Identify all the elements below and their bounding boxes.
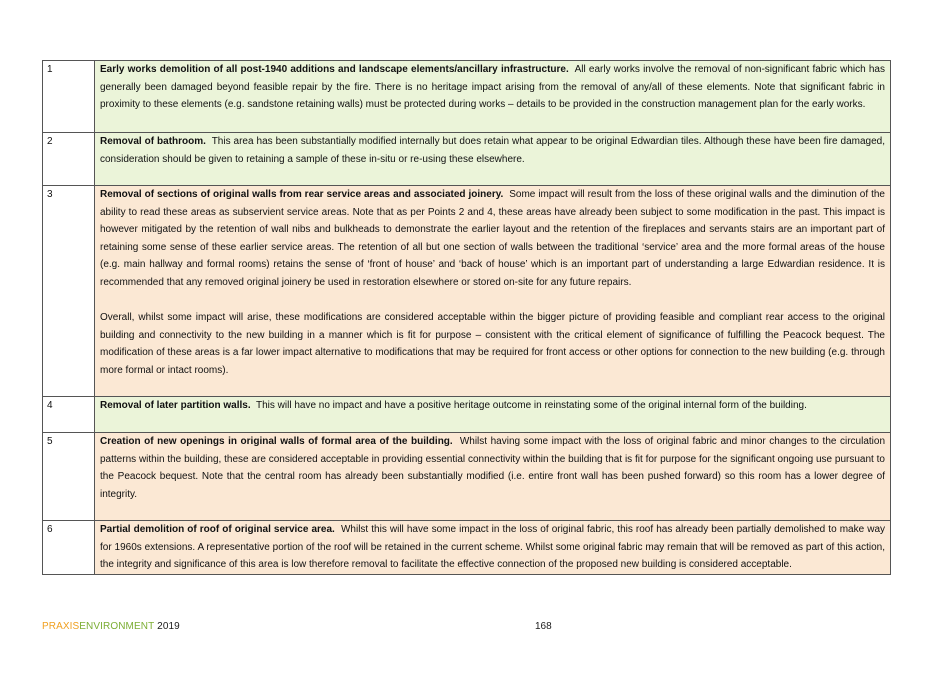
row-number: 6 xyxy=(43,521,95,575)
footer-brand xyxy=(42,621,180,632)
row-number: 1 xyxy=(43,61,95,133)
row-body: This area has been substantially modified internally but does retain what appear to be original Edwardian tiles. Although these have been fire damaged, consideration should be given to retaining a sample of these in-situ or re-using these elsewhere. xyxy=(100,136,885,165)
row-heading: Creation of new openings in original walls of formal area of the building. xyxy=(100,436,453,447)
table-row xyxy=(43,186,891,397)
row-heading: Partial demolition of roof of original service area. xyxy=(100,524,335,535)
row-body: Some impact will result from the loss of these original walls and the diminution of the ability to read these areas as subservient service areas. Note that as per Points 2 and 4, these areas have already been subject to some modification in the past. This impact is however mitigated by the retention of wall nibs and bulkheads to demonstrate the earlier layout and the retention of the fireplaces and servants stairs are an important part of retaining some sense of these earlier service areas. The retention of all but one section of walls between the traditional ‘service’ area and the more formal areas of the house (e.g. main hallway and formal rooms) retains the sense of ‘front of house’ and ‘back of house’ which is an important part of understanding a large Edwardian residence. It is recommended that any removed original joinery be used in restoration elsewhere or stored on-site for any future repairs. xyxy=(100,189,885,288)
row-body: Whilst this will have some impact in the loss of original fabric, this roof has already been partially demolished to make way for 1960s extensions. A representative portion of the roof will be retained in the current scheme. Whilst some original fabric may remain that will be removed as part of this action, the integrity and significance of this area is low therefore removal to facilitate the effective connection of the proposed new building is considered acceptable. xyxy=(100,524,886,571)
table-row xyxy=(43,61,891,133)
row-body: This will have no impact and have a positive heritage outcome in reinstating some of the original internal form of the building. xyxy=(255,400,807,411)
row-number: 4 xyxy=(43,397,95,433)
row-body: Whilst having some impact with the loss of original fabric and minor changes to the circulation patterns within the building, these are considered acceptable in providing essential connectivity within the building that is fit for purpose for the significant ongoing use pursuant to the Peacock bequest. Note that the central room has already been substantially modified (i.e. entire front wall has been pushed forward) so this room has a lower degree of integrity. xyxy=(100,436,886,500)
row-content xyxy=(95,133,891,186)
brand-praxis: PRAXIS xyxy=(42,621,80,632)
row-body: All early works involve the removal of non-significant fabric which has generally been damaged beyond feasible repair by the fire. There is no heritage impact arising from the removal of any/all of these elements. Note that significant fabric in proximity to these elements (e.g. sandstone retaining walls) must be protected during works – details to be provided in the construction management plan for the early works. xyxy=(100,64,885,111)
heritage-impact-table xyxy=(42,60,891,575)
table-row xyxy=(43,133,891,186)
brand-environment: ENVIRONMENT xyxy=(79,621,155,632)
row-heading: Early works demolition of all post-1940 additions and landscape elements/ancillary infrastructure. xyxy=(100,64,569,75)
row-content xyxy=(95,397,891,433)
page-number: 168 xyxy=(535,621,552,632)
table-row xyxy=(43,397,891,433)
row-number: 3 xyxy=(43,186,95,397)
row-heading: Removal of later partition walls. xyxy=(100,400,251,411)
row-content xyxy=(95,521,891,575)
table-row xyxy=(43,433,891,521)
row-content xyxy=(95,61,891,133)
row-number: 2 xyxy=(43,133,95,186)
row-content xyxy=(95,433,891,521)
row-content xyxy=(95,186,891,397)
row-number: 5 xyxy=(43,433,95,521)
row-heading: Removal of sections of original walls from rear service areas and associated joinery. xyxy=(100,189,504,200)
footer-year: 2019 xyxy=(157,621,180,632)
table-row xyxy=(43,521,891,575)
row-body-paragraph-2: Overall, whilst some impact will arise, these modifications are considered acceptable within the bigger picture of providing feasible and compliant rear access to the original building and connectivity to the new building in a manner which is fit for purpose – consistent with the critical element of significance of fulfilling the Peacock bequest. The modification of these areas is a far lower impact alternative to modifications that may be required for front access or other options for connection to the new building (e.g. through more formal or intact rooms). xyxy=(100,312,885,376)
row-heading: Removal of bathroom. xyxy=(100,136,206,147)
